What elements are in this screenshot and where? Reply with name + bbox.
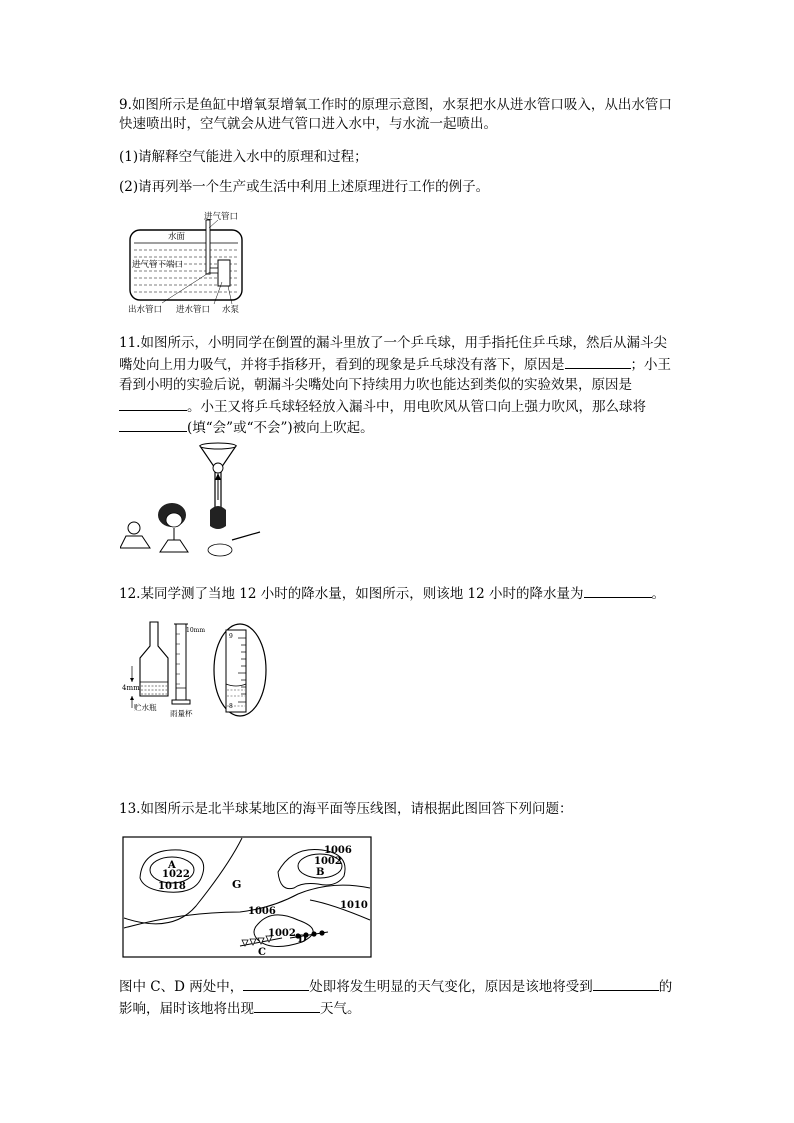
q13-blank-1[interactable] — [243, 976, 309, 991]
map-label-d: D — [298, 934, 307, 945]
map-label-1006a: 1006 — [324, 845, 352, 856]
q11-text — [119, 333, 679, 439]
q11-blank-2[interactable] — [119, 396, 187, 411]
q11-part2: ；小王看到小明的实验后说，朝漏斗尖嘴处向下持续用力吹也能达到类似的实验效果，原因是 — [119, 356, 671, 393]
map-label-1006b: 1006 — [248, 906, 276, 917]
q9-label-pump: 水泵 — [222, 305, 240, 315]
q11-part1: 11.如图所示，小明同学在倒置的漏斗里放了一个乒乓球，用手指托住乒乓球，然后从漏斗尖嘴处向上用力吸气，并将手指移开，看到的现象是乒乓球没有落下，原因是 — [119, 335, 667, 373]
boy-with-funnel-icon — [158, 503, 188, 552]
q9-label-air-pipe-lower: 进气管下端口 — [132, 260, 184, 270]
q11-part4: (填“会”或“不会”)被向上吹起。 — [187, 420, 374, 436]
q9-aquarium-figure — [122, 210, 252, 318]
q11-blank-3[interactable] — [119, 417, 187, 432]
map-label-1002b: 1002 — [268, 928, 296, 939]
q12-label-storage-bottle: 贮水瓶 — [134, 703, 157, 712]
q9-label-water-inlet: 进水管口 — [176, 305, 211, 315]
map-label-1002a: 1002 — [314, 856, 342, 867]
q11-part3: 。小王又将乒乓球轻轻放入漏斗中，用电吹风从管口向上强力吹风，那么球将 — [187, 398, 646, 415]
q9-sub2: (2)请再列举一个生产或生活中利用上述原理进行工作的例子。 — [119, 179, 490, 195]
inverted-funnel-icon — [200, 443, 260, 556]
q9-sub1: (1)请解释空气能进入水中的原理和过程； — [119, 149, 368, 165]
map-label-1018: 1018 — [158, 881, 186, 892]
q12-end: 。 — [651, 586, 665, 602]
q13-ans3: 的影响，届时该地将出现 — [119, 979, 673, 1017]
q11-blank-1[interactable] — [565, 354, 631, 369]
q12-rain-gauge-figure — [122, 618, 272, 723]
q12-text — [119, 583, 679, 604]
map-label-1010: 1010 — [340, 900, 368, 911]
q12-label-rain-cup: 雨量杯 — [170, 709, 193, 718]
q13-stem: 13.如图所示是北半球某地区的海平面等压线图，请根据此图回答下列问题： — [119, 801, 573, 817]
q13-ans1: 图中 C、D 两处中， — [119, 979, 244, 995]
map-label-a: A — [168, 860, 176, 871]
q12-label-height: 4mm — [122, 684, 140, 692]
q9-stem: 9.如图所示是鱼缸中增氧泵增氧工作时的原理示意图，水泵把水从进水管口吸入，从出水管口快速喷出时，空气就会从进气管口进入水中，与水流一起喷出。 — [119, 97, 672, 132]
q12-scale-bottom: 8 — [229, 703, 233, 710]
q13-ans2: 处即将发生明显的天气变化，原因是该地将受到 — [309, 979, 593, 995]
map-label-1022: 1022 — [162, 869, 190, 880]
q12-label-top-mark: 10mm — [186, 627, 206, 634]
q9-label-water-outlet: 出水管口 — [128, 305, 163, 315]
map-label-c: C — [258, 947, 266, 958]
q13-blank-3[interactable] — [254, 998, 320, 1013]
person-blowing-icon — [120, 522, 150, 548]
q9-label-water-surface: 水面 — [168, 232, 186, 242]
q12-blank[interactable] — [584, 583, 652, 598]
q12-stem: 12.某同学测了当地 12 小时的降水量，如图所示，则该地 12 小时的降水量为 — [119, 586, 584, 602]
q13-isobar-map — [122, 836, 374, 960]
q13-answer-text — [119, 976, 679, 1019]
measuring-cylinder-icon — [172, 624, 190, 704]
storage-bottle-icon — [130, 622, 168, 708]
q12-scale-top: 9 — [229, 633, 233, 640]
q11-funnel-figure — [120, 440, 270, 560]
map-label-g: G — [232, 878, 242, 891]
q9-label-air-inlet: 进气管口 — [204, 212, 239, 222]
q13-ans4: 天气。 — [320, 1000, 361, 1017]
q13-blank-2[interactable] — [593, 976, 659, 991]
magnified-scale-icon — [214, 624, 266, 716]
map-label-b: B — [316, 867, 325, 878]
